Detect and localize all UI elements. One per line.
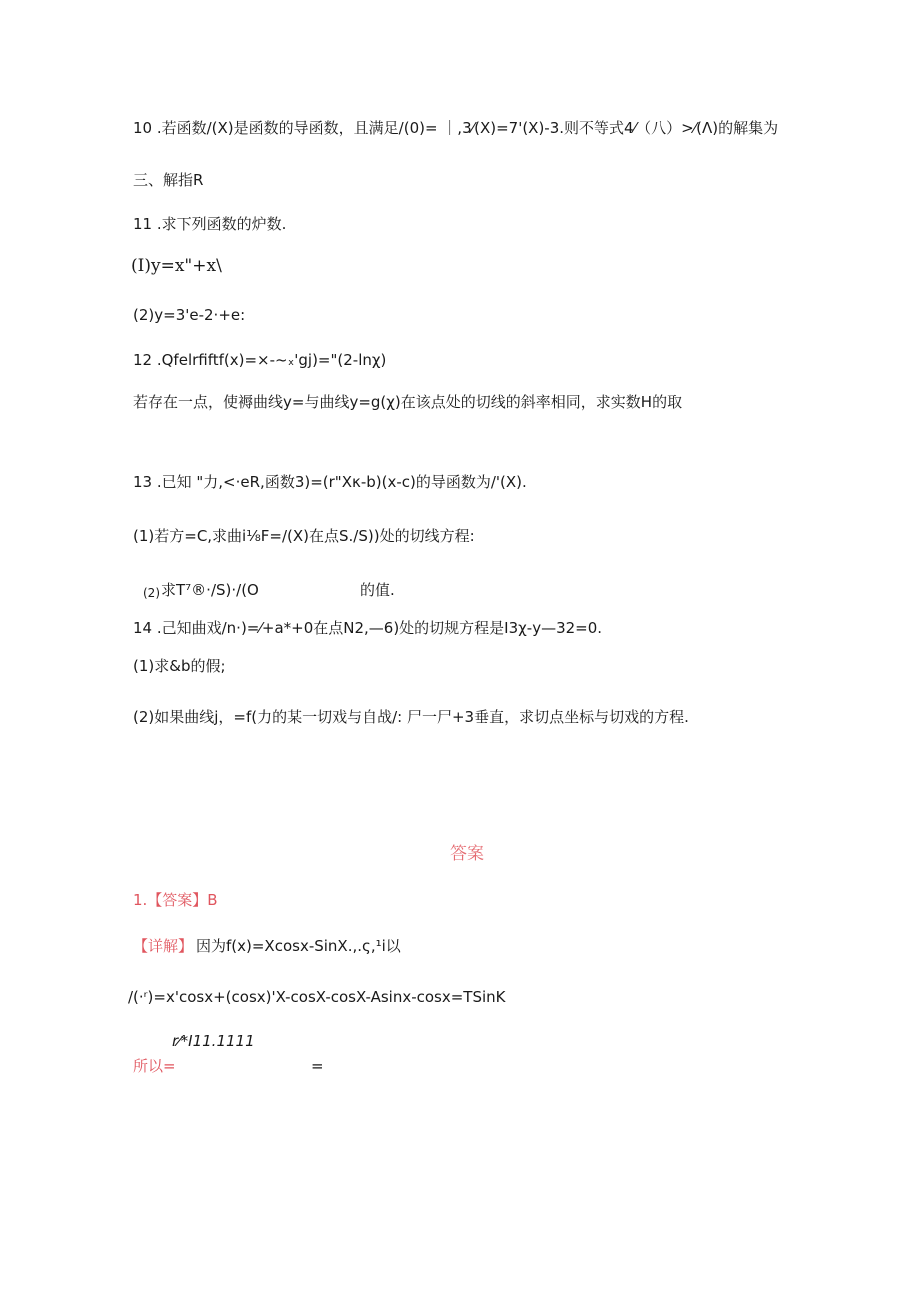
question-13-part-2-prefix: (2) [143,586,160,600]
question-13-part-2-main: 求T⁷®·/S)·/(O [161,581,259,599]
section-heading: 三、解指R [133,171,204,189]
question-12-body: 若存在一点，使褥曲线y=与曲线y=g(χ)在该点处的切线的斜率相同，求实数H的取 [133,393,683,411]
question-11: 11 .求下列函数的炉数. [133,215,287,233]
answer-1-label: 1.【答案】B [133,891,218,909]
so-label: 所以= [133,1057,176,1075]
question-11-part-2: (2)y=3'e-2·+e: [133,306,246,324]
detail-text: 因为f(x)=Xcosx-SinX.,.ς,¹i以 [196,937,401,955]
question-13: 13 .已知 "力,<·eR,函数3)=(r"Xκ-b)(x-c)的导函数为/'(X). [133,473,527,491]
question-11-part-1: (I)y=x"+x\ [131,256,222,276]
answers-title: 答案 [450,844,484,864]
question-14-part-1: (1)求&b的假; [133,657,226,675]
question-12: 12 .Qfelrfiftf(x)=×-~ₓ'gj)="(2-lnχ) [133,351,387,369]
question-14: 14 .己知曲戏/n·)=⁄+a*+0在点N2,—6)处的切规方程是I3χ-y—32=0. [133,619,603,637]
fraction-line: r⁄*I11.1111 [172,1032,255,1050]
question-10: 10 .若函数/(X)是函数的导函数，且满足/(0)= ｜,3⁄(X)=7'(X)-3.则不等式4⁄（八）>⁄(Λ)的解集为 [133,119,779,137]
so-equals: = [311,1057,324,1075]
question-13-part-1: (1)若方=C,求曲i⅛F=/(X)在点S./S))处的切线方程: [133,527,475,545]
derivative-line: /(·ʳ)=x'cosx+(cosx)'X-cosX-cosX-Asinx-cosx=TSinK [128,988,506,1006]
question-13-part-2-suffix: 的值. [360,581,395,599]
question-14-part-2: (2)如果曲线j，=f(力的某一切戏与自战/: 尸一尸+3垂直，求切点坐标与切戏的方程. [133,708,689,726]
detail-label: 【详解】 [133,937,194,955]
